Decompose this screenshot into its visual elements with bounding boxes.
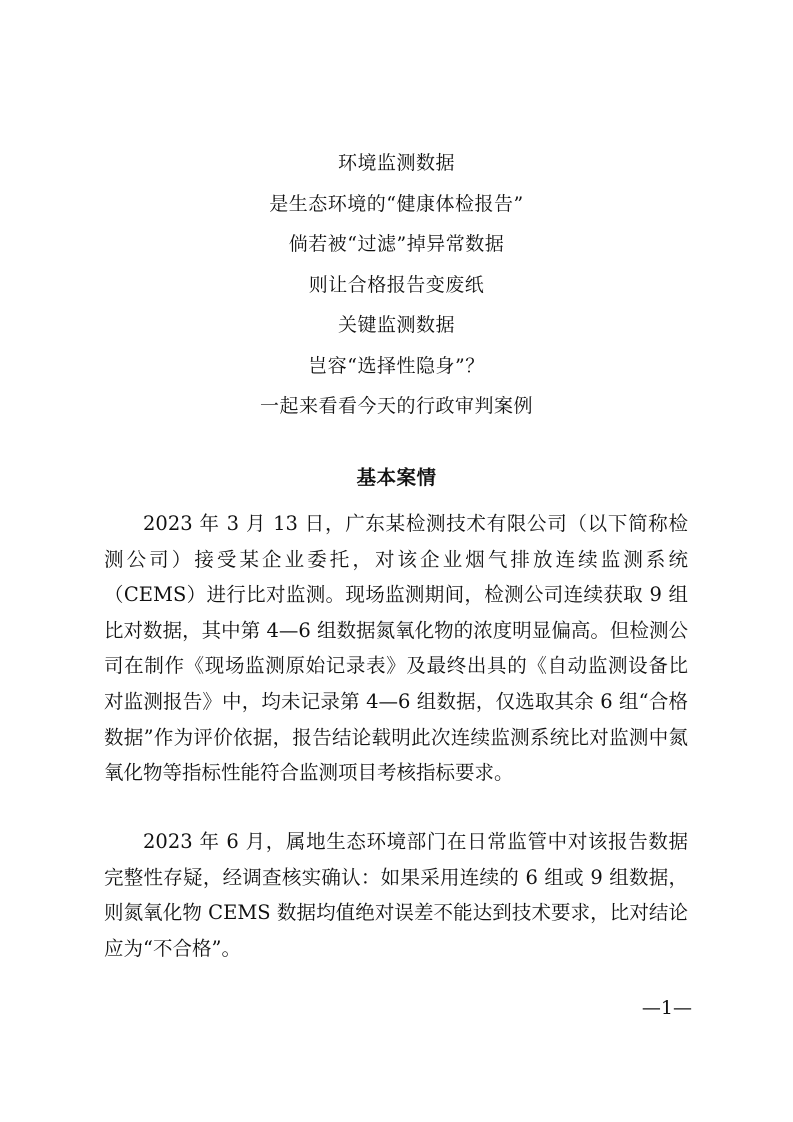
intro-line: 环境监测数据 xyxy=(337,152,455,174)
body-paragraph: 2023 年 3 月 13 日，广东某检测技术有限公司（以下简称检测公司）接受某企业委托，对该企业烟气排放连续监测系统（CEMS）进行比对监测。现场监测期间，检测公司连续获取 9 组比对数据，其中第 4—6 组数据氮氧化物的浓度明显偏高。但检测公司在制作《现场监测原始记录表》及最终出具的《自动监测设备比对监测报告》中，均未记录第 4—6 组数据，仅选取其余 6 组“合格数据”作为评价依据，报告结论载明此次连续监测系统比对监测中氮氧化物等指标性能符合监测项目考核指标要求。 xyxy=(104,512,688,785)
page-number: —1— xyxy=(641,997,692,1019)
intro-line: 岂容“选择性隐身”？ xyxy=(308,354,485,377)
intro-line: 倘若被“过滤”掉异常数据 xyxy=(288,233,505,255)
section-heading: 基本案情 xyxy=(356,466,437,489)
intro-line: 是生态环境的“健康体检报告” xyxy=(269,192,524,215)
body-paragraph: 2023 年 6 月，属地生态环境部门在日常监管中对该报告数据完整性存疑，经调查核实确认：如果采用连续的 6 组或 9 组数据，则氮氧化物 CEMS 数据均值绝对误差不能达到技术要求，比对结论应为“不合格”。 xyxy=(104,830,688,960)
intro-block xyxy=(0,143,793,427)
intro-line: 一起来看看今天的行政审判案例 xyxy=(259,395,533,417)
intro-line: 则让合格报告变废纸 xyxy=(308,273,485,296)
intro-line: 关键监测数据 xyxy=(337,314,455,336)
